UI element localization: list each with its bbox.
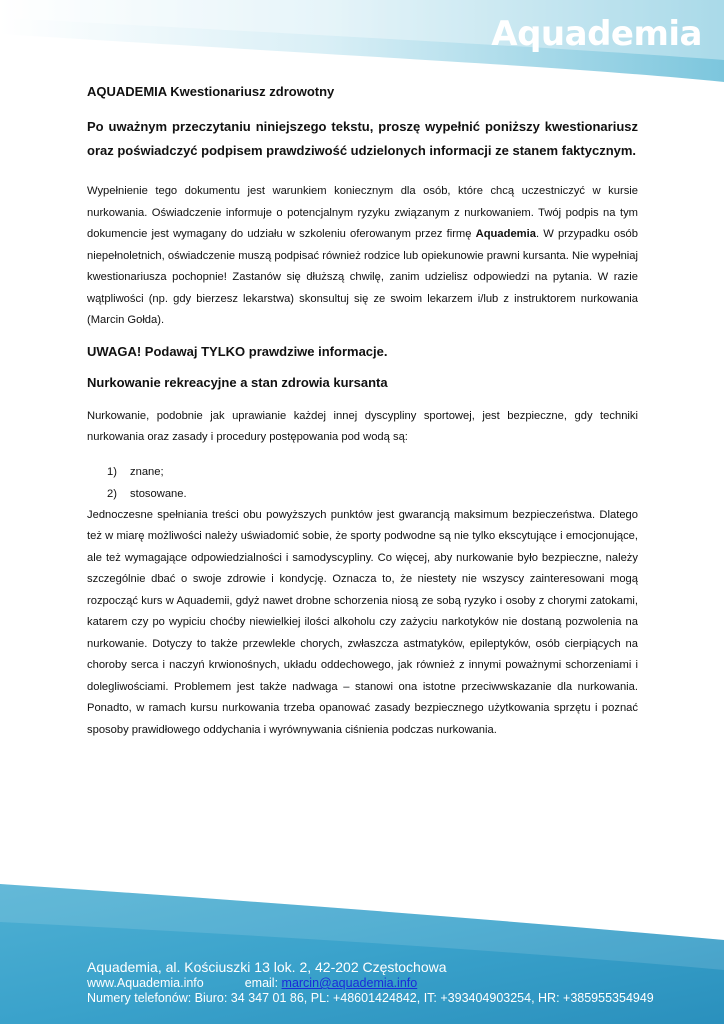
section-heading: Nurkowanie rekreacyjne a stan zdrowia kursanta <box>87 374 388 390</box>
document-title: AQUADEMIA Kwestionariusz zdrowotny <box>87 84 335 99</box>
document-body <box>87 84 638 753</box>
conditions-list <box>87 461 638 505</box>
intro-statement: Po uważnym przeczytaniu niniejszego tekstu, proszę wypełnić poniższy kwestionariusz oraz poświadczyć podpisem prawdziwość udzielonych informacji ze stanem faktycznym. <box>87 119 638 158</box>
footer-phone-numbers: Numery telefonów: Biuro: 34 347 01 86, PL: +48601424842, IT: +393404903254, HR: +385955354949 <box>87 991 654 1005</box>
footer-email-label: email: <box>244 976 279 990</box>
paragraph-requirements <box>87 181 638 332</box>
footer-website-link[interactable]: www.Aquademia.info <box>87 976 204 990</box>
paragraph-requirements-part2: . W przypadku osób niepełnoletnich, oświadczenie muszą podpisać również rodzice lub opiekunowie prawni kursanta. Nie wypełniaj kwestionariusza pochopnie! Zastanów się dłuższą chwilę, zanim udzielisz odpowiedzi na pytania. W razie wątpliwości (np. gdy bierzesz lekarstwa) skonsultuj się ze swoim lekarzem i/lub z instruktorem nurkowania (Marcin Gołda). <box>87 228 638 326</box>
paragraph-health-requirements: Jednoczesne spełniania treści obu powyższych punktów jest gwarancją maksimum bezpieczeństwa. Dlatego też w miarę możliwości należy uświadomić sobie, że sporty podwodne są nie tylko ekscytujące i emocjonujące, ale też wymagające odpowiedzialności i samodyscypliny. Co więcej, aby nurkowanie było bezpieczne, należy szczególnie dbać o swoje zdrowie i kondycję. Oznacza to, że niestety nie wszyscy zainteresowani mogą rozpocząć kurs w Aquademii, gdyż nawet drobne schorzenia niosą ze sobą ryzyko i osoby z chorymi zatokami, katarem czy po wypiciu choćby niewielkiej ilości alkoholu czy zażyciu narkotyków nie dostaną pozwolenia na nurkowanie. Dotyczy to także przewlekle chorych, zwłaszcza astmatyków, epileptyków, osób cierpiących na choroby serca i naczyń krwionośnych, układu oddechowego, jak również z innymi poważnymi schorzeniami i dolegliwościami. Problemem jest także nadwaga – stanowi ona istotne przeciwwskazanie dla nurkowania. Ponadto, w ramach kursu nurkowania trzeba opanować zasady bezpiecznego użytkowania sprzętu i poznać sposoby prawidłowego oddychania i wyrównywania ciśnienia podczas nurkowania. <box>87 508 638 736</box>
footer-address: Aquademia, al. Kościuszki 13 lok. 2, 42-202 Częstochowa <box>87 959 447 975</box>
list-item-text: stosowane. <box>130 487 187 500</box>
paragraph-requirements-part1: Wypełnienie tego dokumentu jest warunkiem koniecznym dla osób, które chcą uczestniczyć w kursie nurkowania. Oświadczenie informuje o potencjalnym ryzyku związanym z nurkowaniem. Twój podpis na tym dokumencie jest wymagany do udziału w szkoleniu oferowanym przez firmę <box>87 185 638 240</box>
footer-email-link[interactable]: marcin@aquademia.info <box>281 976 418 990</box>
paragraph-requirements-brand: Aquademia <box>475 228 536 240</box>
warning-heading: UWAGA! Podawaj TYLKO prawdziwe informacje. <box>87 343 388 359</box>
footer-web-email <box>87 976 654 991</box>
header-banner <box>0 0 724 82</box>
aquademia-logo: Aquademia <box>491 14 702 54</box>
footer-contact <box>87 958 654 1006</box>
paragraph-diving-safety: Nurkowanie, podobnie jak uprawianie każdej innej dyscypliny sportowej, jest bezpieczne, gdy techniki nurkowania oraz zasady i procedury postępowania pod wodą są: <box>87 409 638 443</box>
list-item <box>87 483 638 505</box>
list-item-number: 2) <box>107 487 117 500</box>
list-item-number: 1) <box>107 465 117 478</box>
list-item-text: znane; <box>130 465 164 478</box>
list-item <box>87 461 638 483</box>
